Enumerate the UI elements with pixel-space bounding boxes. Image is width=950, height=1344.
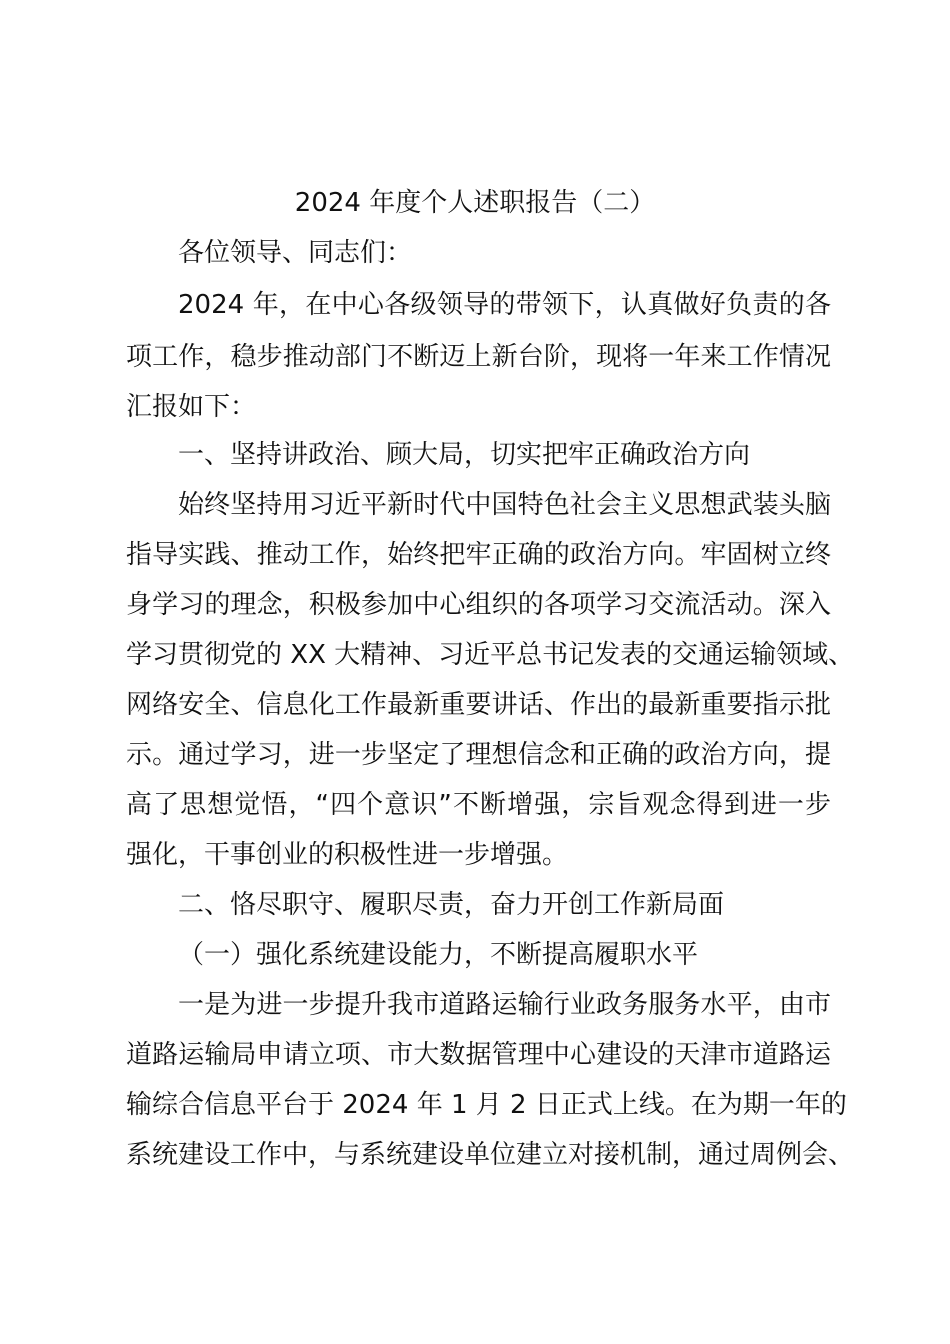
paragraph-line: 身学习的理念，积极参加中心组织的各项学习交流活动。深入: [126, 590, 831, 620]
paragraph-line: 道路运输局申请立项、市大数据管理中心建设的天津市道路运: [126, 1040, 831, 1070]
paragraph-line: 一是为进一步提升我市道路运输行业政务服务水平，由市: [178, 990, 831, 1020]
paragraph-line: 示。通过学习，进一步坚定了理想信念和正确的政治方向，提: [126, 740, 831, 770]
paragraph-line: 项工作，稳步推动部门不断迈上新台阶，现将一年来工作情况: [126, 342, 831, 372]
paragraph-line: 高了思想觉悟，“四个意识”不断增强，宗旨观念得到进一步: [126, 790, 831, 820]
salutation: 各位领导、同志们：: [178, 238, 413, 268]
paragraph-line: 系统建设工作中，与系统建设单位建立对接机制，通过周例会、: [126, 1140, 855, 1170]
paragraph-line: 始终坚持用习近平新时代中国特色社会主义思想武装头脑: [178, 490, 831, 520]
section-heading: 一、坚持讲政治、顾大局，切实把牢正确政治方向: [178, 440, 751, 470]
paragraph-line: 学习贯彻党的 XX 大精神、习近平总书记发表的交通运输领域、: [126, 640, 855, 670]
subsection-heading: （一）强化系统建设能力，不断提高履职水平: [178, 940, 699, 970]
document-title: 2024 年度个人述职报告（二）: [294, 188, 656, 218]
section-heading: 二、恪尽职守、履职尽责，奋力开创工作新局面: [178, 890, 725, 920]
paragraph-line: 网络安全、信息化工作最新重要讲话、作出的最新重要指示批: [126, 690, 831, 720]
paragraph-line: 指导实践、推动工作，始终把牢正确的政治方向。牢固树立终: [126, 540, 831, 570]
paragraph-line: 输综合信息平台于 2024 年 1 月 2 日正式上线。在为期一年的: [126, 1090, 847, 1120]
paragraph-line: 强化，干事创业的积极性进一步增强。: [126, 840, 569, 870]
paragraph-line: 2024 年，在中心各级领导的带领下，认真做好负责的各: [178, 290, 831, 320]
paragraph-line: 汇报如下：: [126, 392, 257, 422]
